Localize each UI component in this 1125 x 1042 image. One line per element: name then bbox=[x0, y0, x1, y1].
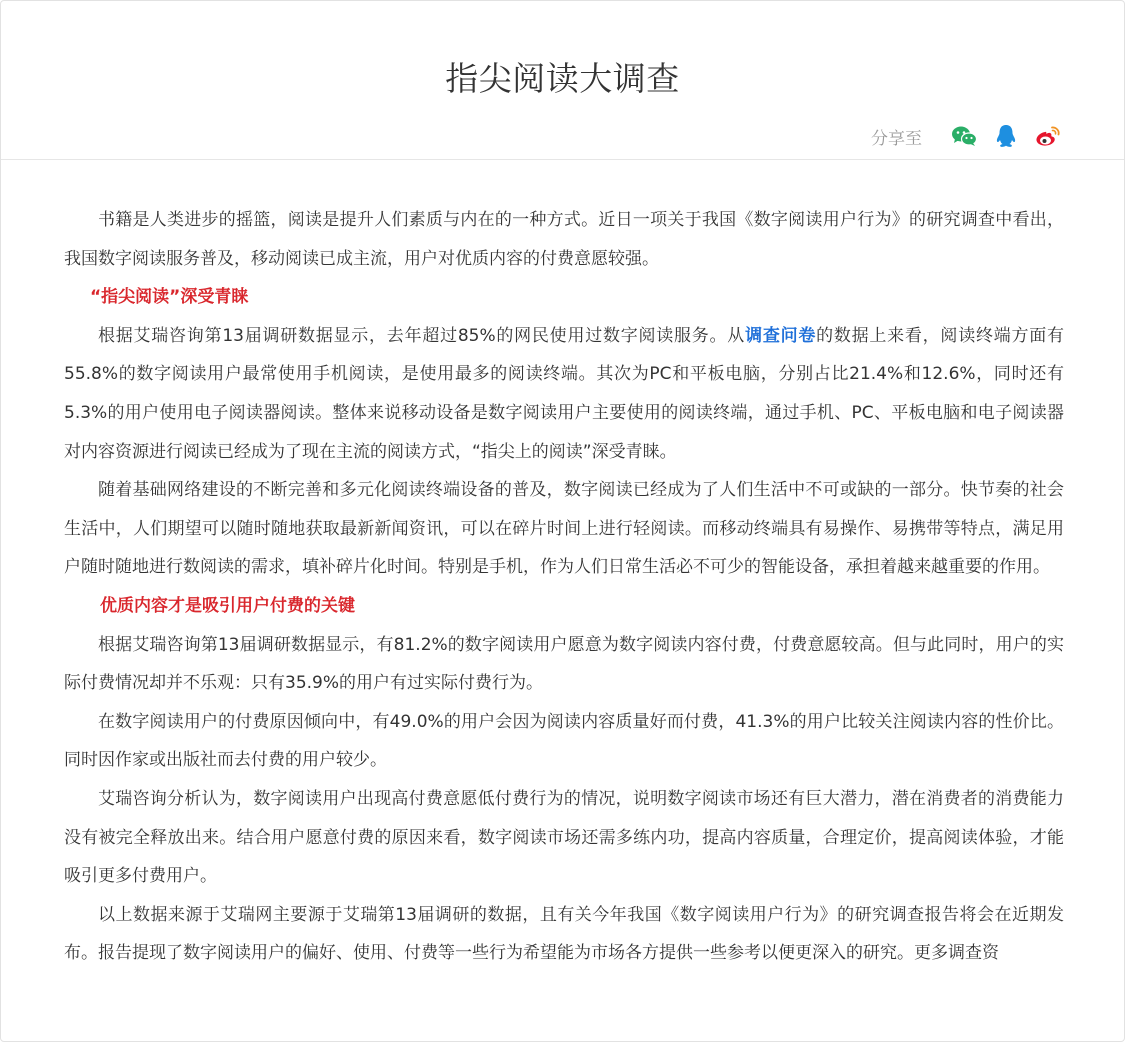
subheading-quality-content: 优质内容才是吸引用户付费的关键 bbox=[100, 595, 355, 616]
subheading-fingertip-reading: “指尖阅读”深受青睐 bbox=[90, 287, 249, 308]
page-title: 指尖阅读大调查 bbox=[445, 59, 680, 98]
paragraph-text: 根据艾瑞咨询第13届调研数据显示，去年超过85%的网民使用过数字阅读服务。从 bbox=[98, 325, 746, 346]
paragraph-mobile-reading: 随着基础网络建设的不断完善和多元化阅读终端设备的普及，数字阅读已经成为了人们生活中不可或缺的一部分。快节奏的社会生活中，人们期望可以随时随地获取最新新闻资讯，可以在碎片时间上进行轻阅读。而移动终端具有易操作、易携带等特点，满足用户随时随地进行数阅读的需求，填补碎片化时间。特别是手机，作为人们日常生活必不可少的智能设备，承担着越来越重要的作用。 bbox=[64, 480, 1064, 578]
article-header bbox=[1, 1, 1124, 160]
wechat-icon[interactable] bbox=[950, 122, 978, 150]
paragraph-payment-willingness: 根据艾瑞咨询第13届调研数据显示，有81.2%的数字阅读用户愿意为数字阅读内容付费，付费意愿较高。但与此同时，用户的实际付费情况却并不乐观：只有35.9%的用户有过实际付费行为。 bbox=[64, 634, 1064, 694]
paragraph-analysis: 艾瑞咨询分析认为，数字阅读用户出现高付费意愿低付费行为的情况，说明数字阅读市场还有巨大潜力，潜在消费者的消费能力没有被完全释放出来。结合用户愿意付费的原因来看，数字阅读市场还需多练内功，提高内容质量，合理定价，提高阅读体验，才能吸引更多付费用户。 bbox=[64, 788, 1064, 887]
article-body bbox=[64, 201, 1064, 973]
paragraph-text: 的数据上来看，阅读终端方面有55.8%的数字阅读用户最常使用手机阅读，是使用最多的阅读终端。其次为PC和平板电脑，分别占比21.4%和12.6%，同时还有5.3%的用户使用电子阅读器阅读。整体来说移动设备是数字阅读用户主要使用的阅读终端，通过手机、PC、平板电脑和电子阅读器对内容资源进行阅读已经成为了现在主流的阅读方式，“指尖上的阅读”深受青睐。 bbox=[64, 325, 1065, 462]
weibo-icon[interactable] bbox=[1034, 122, 1062, 150]
paragraph-payment-reasons: 在数字阅读用户的付费原因倾向中，有49.0%的用户会因为阅读内容质量好而付费，41.3%的用户比较关注阅读内容的性价比。同时因作家或出版社而去付费的用户较少。 bbox=[64, 711, 1064, 771]
paragraph-data-source: 以上数据来源于艾瑞网主要源于艾瑞第13届调研的数据，且有关今年我国《数字阅读用户行为》的研究调查报告将会在近期发布。报告提现了数字阅读用户的偏好、使用、付费等一些行为希望能为市场各方提供一些参考以便更深入的研究。更多调查资 bbox=[64, 904, 1064, 964]
share-bar bbox=[871, 121, 1062, 151]
paragraph-intro: 书籍是人类进步的摇篮，阅读是提升人们素质与内在的一种方式。近日一项关于我国《数字阅读用户行为》的研究调查中看出，我国数字阅读服务普及，移动阅读已成主流，用户对优质内容的付费意愿较强。 bbox=[64, 210, 1064, 269]
qq-icon[interactable] bbox=[992, 122, 1020, 150]
paragraph-survey-data bbox=[64, 317, 1064, 471]
survey-link[interactable]: 调查问卷 bbox=[745, 325, 817, 346]
share-label: 分享至 bbox=[871, 128, 922, 149]
